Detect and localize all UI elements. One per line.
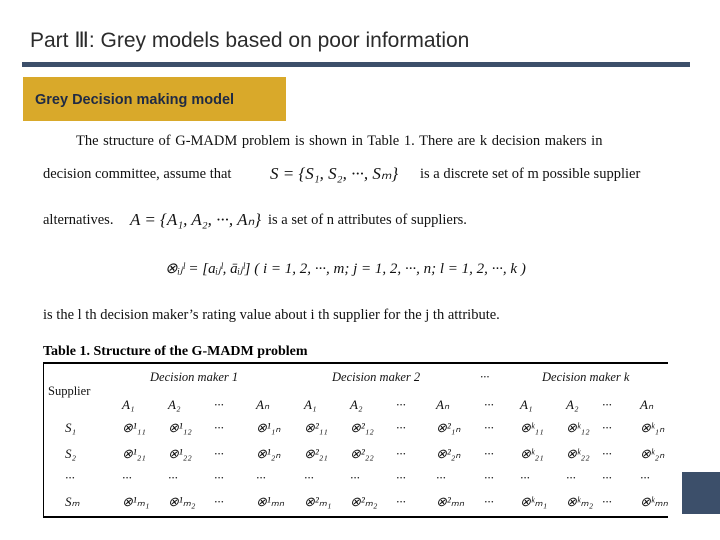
attribute-header: A₁ [520, 397, 533, 412]
table-cell: ··· [122, 470, 132, 485]
attribute-header: Aₙ [640, 397, 654, 412]
paragraph-line-1: The structure of G-MADM problem is shown in Table 1. There are k decision makers in [76, 133, 603, 149]
set-s-formula: S = {S₁, S₂, ···, Sₘ} [270, 164, 399, 183]
table-cell: ⊗¹₁ₙ [256, 420, 281, 435]
set-a-formula: A = {A₁, A₂, ···, Aₙ} [130, 210, 262, 229]
table-cell: ··· [602, 420, 612, 435]
table-cell: ··· [256, 470, 266, 485]
attribute-header: A₂ [350, 397, 363, 412]
attribute-header: Aₙ [436, 397, 450, 412]
table-cell: ⊗ᵏ₂₂ [566, 446, 590, 461]
table-cell: ··· [396, 420, 406, 435]
table-caption: Table 1. Structure of the G-MADM problem [43, 344, 308, 359]
supplier-label: ··· [65, 470, 75, 485]
table-cell: ⊗²ₘ₂ [350, 494, 378, 509]
table-cell: ⊗¹₂ₙ [256, 446, 281, 461]
table-cell: ··· [214, 420, 224, 435]
table-cell: ··· [484, 420, 494, 435]
table-cell: ⊗²₂ₙ [436, 446, 461, 461]
table-cell: ··· [304, 470, 314, 485]
table-left-rule [43, 362, 44, 517]
table-cell: ⊗ᵏₘ₂ [566, 494, 594, 509]
table-cell: ⊗²₁₂ [350, 420, 374, 435]
attribute-header: A₁ [122, 397, 135, 412]
table-cell: ⊗²ₘₙ [436, 494, 465, 509]
attribute-header: ··· [602, 397, 612, 412]
table-cell: ··· [168, 470, 178, 485]
attribute-header: Aₙ [256, 397, 270, 412]
table-cell: ⊗²₁ₙ [436, 420, 461, 435]
table-top-rule [43, 362, 668, 364]
group-header: Decision maker k [542, 370, 630, 384]
table-bottom-rule [43, 516, 668, 518]
table-cell: ⊗ᵏ₁₂ [566, 420, 590, 435]
supplier-label: S₁ [65, 420, 77, 435]
grey-number-formula: ⊗ᵢⱼˡ = [aᵢⱼˡ, āᵢⱼˡ] ( i = 1, 2, ···, m; j = 1, 2, ···, n; l = 1, 2, ···, k ) [165, 261, 526, 277]
supplier-label: Sₘ [65, 494, 80, 509]
paragraph-line-5: is the l th decision maker’s rating value about i th supplier for the j th attribute. [43, 307, 500, 323]
attribute-header: A₁ [304, 397, 317, 412]
table-cell: ⊗²₂₂ [350, 446, 374, 461]
table-cell: ··· [640, 470, 650, 485]
table-cell: ⊗ᵏ₂₁ [520, 446, 544, 461]
table-cell: ⊗¹ₘ₂ [168, 494, 196, 509]
paragraph-line-2-end: is a discrete set of m possible supplier [420, 166, 641, 182]
table-cell: ··· [214, 446, 224, 461]
supplier-label: S₂ [65, 446, 77, 461]
attribute-header: A₂ [566, 397, 579, 412]
table-cell: ··· [484, 470, 494, 485]
attribute-header: ··· [484, 397, 494, 412]
paragraph-line-3-start: alternatives. [43, 212, 114, 228]
section-tag: Grey Decision making model [23, 77, 286, 121]
table-cell: ⊗¹₂₂ [168, 446, 192, 461]
table-cell: ··· [350, 470, 360, 485]
paragraph-line-2-start: decision committee, assume that [43, 166, 232, 182]
table-cell: ⊗¹ₘ₁ [122, 494, 150, 509]
table-cell: ··· [484, 494, 494, 509]
table-cell: ··· [396, 494, 406, 509]
table-cell: ··· [484, 446, 494, 461]
table-cell: ··· [396, 470, 406, 485]
table-cell: ⊗²₂₁ [304, 446, 328, 461]
group-header: ··· [480, 370, 490, 384]
title-underline [22, 62, 690, 67]
group-header: Decision maker 2 [332, 370, 421, 384]
table-cell: ··· [602, 494, 612, 509]
table-cell: ··· [436, 470, 446, 485]
table-cell: ⊗²₁₁ [304, 420, 328, 435]
table-cell: ⊗¹₁₁ [122, 420, 146, 435]
attribute-header: ··· [214, 397, 224, 412]
table-cell: ⊗²ₘ₁ [304, 494, 332, 509]
attribute-header: ··· [396, 397, 406, 412]
table-cell: ··· [566, 470, 576, 485]
table-cell: ⊗ᵏ₁₁ [520, 420, 544, 435]
paragraph-line-3-end: is a set of n attributes of suppliers. [268, 212, 467, 228]
table-cell: ··· [214, 494, 224, 509]
table-cell: ··· [602, 446, 612, 461]
table-cell: ··· [396, 446, 406, 461]
group-header: Decision maker 1 [150, 370, 239, 384]
table-cell: ⊗¹ₘₙ [256, 494, 285, 509]
attribute-header: A₂ [168, 397, 181, 412]
corner-decoration [682, 472, 720, 514]
table-cell: ⊗ᵏₘ₁ [520, 494, 548, 509]
slide-title: Part Ⅲ: Grey models based on poor information [30, 29, 470, 52]
table-cell: ··· [214, 470, 224, 485]
table-cell: ··· [520, 470, 530, 485]
table-cell: ⊗¹₁₂ [168, 420, 192, 435]
table-cell: ⊗¹₂₁ [122, 446, 146, 461]
table-cell: ··· [602, 470, 612, 485]
table-cell: ⊗ᵏₘₙ [640, 494, 668, 509]
table-cell: ⊗ᵏ₁ₙ [640, 420, 665, 435]
supplier-header: Supplier [48, 384, 91, 398]
table-cell: ⊗ᵏ₂ₙ [640, 446, 665, 461]
